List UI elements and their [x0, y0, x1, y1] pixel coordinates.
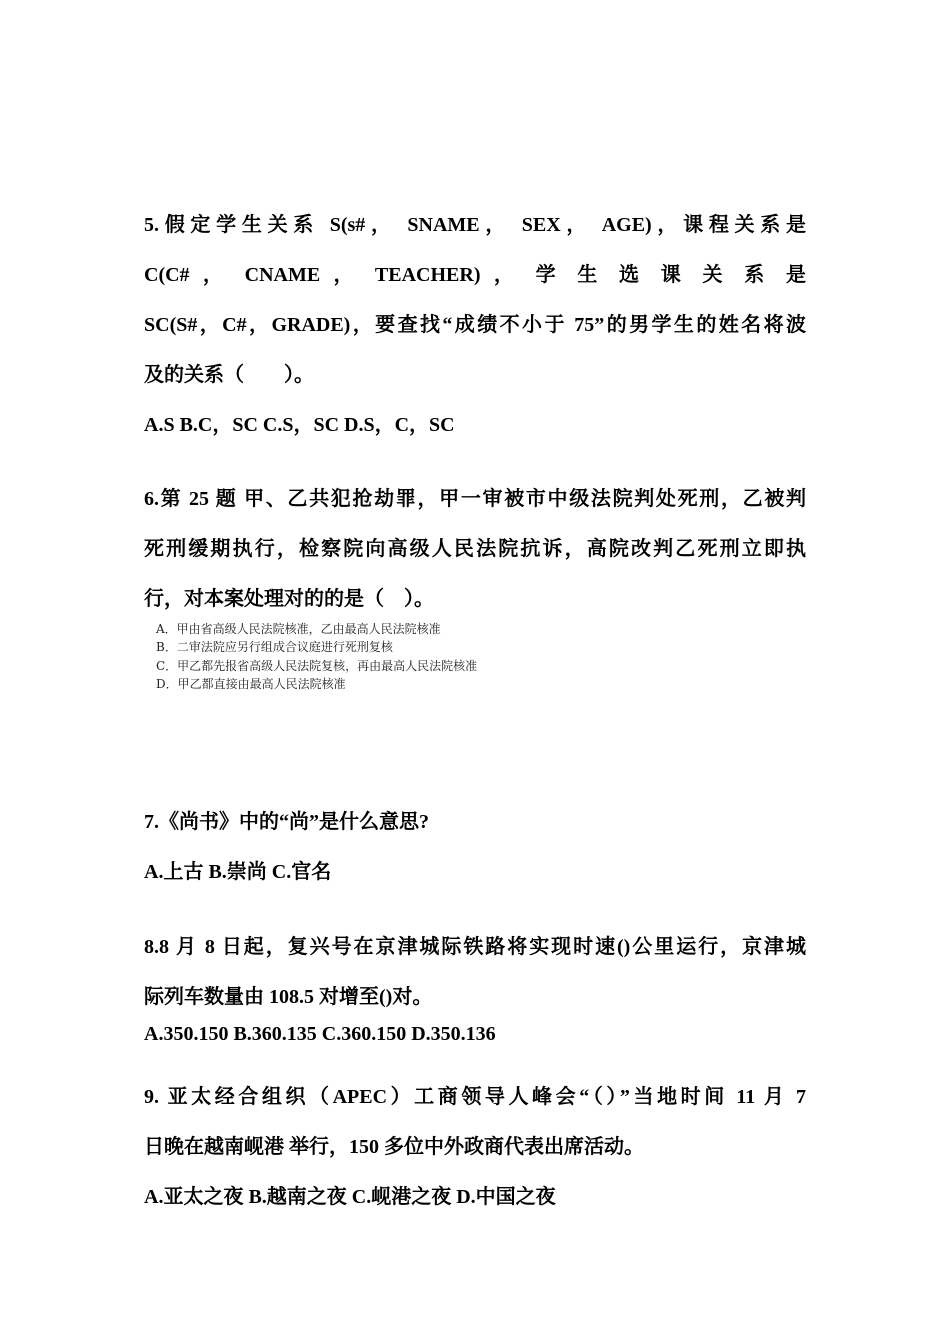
q7-line-1: 7.《尚书》中的“尚”是什么意思? — [144, 811, 429, 833]
q6-option-c: C．甲乙都先报省高级人民法院复核，再由最高人民法院核准 — [156, 659, 478, 673]
q8-options: A.350.150 B.360.135 C.360.150 D.350.136 — [144, 1023, 496, 1045]
q9-options: A.亚太之夜 B.越南之夜 C.岘港之夜 D.中国之夜 — [144, 1186, 556, 1208]
q6-option-d: D．甲乙都直接由最高人民法院核准 — [156, 677, 346, 691]
q8-line-1: 8.8 月 8 日起，复兴号在京津城际铁路将实现时速()公里运行，京津城 — [144, 936, 806, 958]
q5-line-2: C(C# ， CNAME ， TEACHER) ， 学 生 选 课 关 系 是 — [144, 264, 806, 286]
q8-line-2: 际列车数量由 108.5 对增至()对。 — [144, 986, 433, 1008]
q5-options: A.S B.C，SC C.S，SC D.S，C，SC — [144, 414, 455, 436]
q5-line-1: 5.假定学生关系 S(s#， SNAME， SEX， AGE)，课程关系是 — [144, 214, 806, 236]
q6-line-3: 行，对本案处理对的的是（ ）。 — [144, 588, 434, 610]
q5-line-3: SC(S#，C#，GRADE)，要查找“成绩不小于 75”的男学生的姓名将波 — [144, 314, 806, 336]
q9-line-1: 9. 亚太经合组织（APEC）工商领导人峰会“（）”当地时间 11 月 7 — [144, 1086, 806, 1108]
q6-option-a: A．甲由省高级人民法院核准，乙由最高人民法院核准 — [156, 622, 441, 636]
q6-line-2: 死刑缓期执行，检察院向高级人民法院抗诉，高院改判乙死刑立即执 — [144, 538, 806, 560]
q6-option-b: B．二审法院应另行组成合议庭进行死刑复核 — [156, 640, 393, 654]
q6-line-1: 6.第 25 题 甲、乙共犯抢劫罪，甲一审被市中级法院判处死刑，乙被判 — [144, 488, 806, 510]
q9-line-2: 日晚在越南岘港 举行，150 多位中外政商代表出席活动。 — [144, 1136, 644, 1158]
q5-line-4: 及的关系（ ）。 — [144, 364, 314, 386]
q7-options: A.上古 B.崇尚 C.官名 — [144, 861, 332, 883]
